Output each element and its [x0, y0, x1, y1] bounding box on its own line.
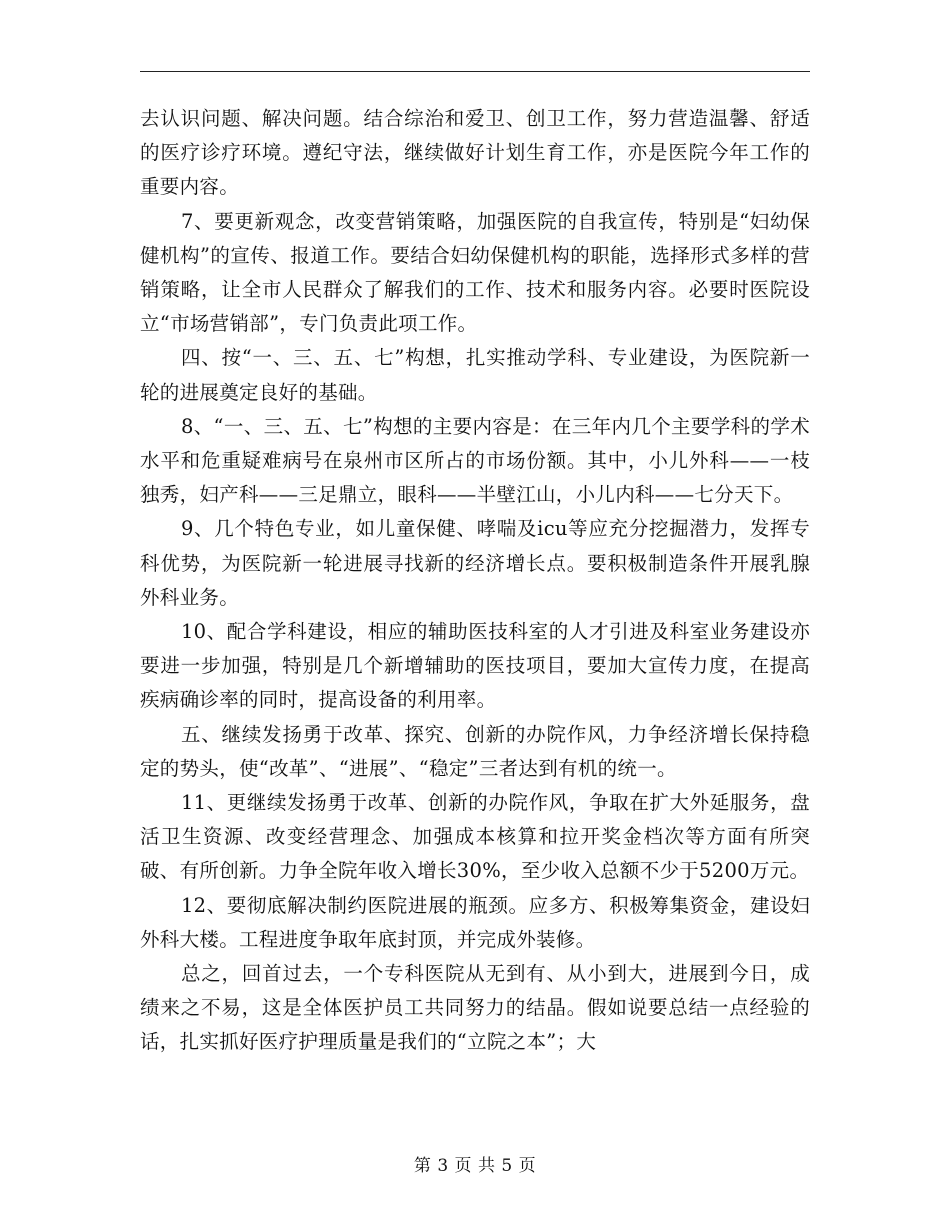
section-heading-4: 四、按“一、三、五、七”构想，扎实推动学科、专业建设，为医院新一轮的进展奠定良好的基础。 — [140, 346, 810, 404]
paragraph-item-7: 7、要更新观念，改变营销策略，加强医院的自我宣传，特别是“妇幼保健机构”的宣传、报道工作。要结合妇幼保健机构的职能，选择形式多样的营销策略，让全市人民群众了解我们的工作、技术和服务内容。必要时医院设立“市场营销部”，专门负责此项工作。 — [140, 209, 810, 336]
document-body — [140, 102, 810, 1060]
page-number-footer: 第 3 页 共 5 页 — [413, 1156, 537, 1176]
section-heading-5: 五、继续发扬勇于改革、探究、创新的办院作风，力争经济增长保持稳定的势头，使“改革”、“进展”、“稳定”三者达到有机的统一。 — [140, 722, 810, 780]
paragraph-item-10: 10、配合学科建设，相应的辅助医技科室的人才引进及科室业务建设亦要进一步加强，特别是几个新增辅助的医技项目，要加大宣传力度，在提高疾病确诊率的同时，提高设备的利用率。 — [140, 620, 810, 712]
paragraph-summary: 总之，回首过去，一个专科医院从无到有、从小到大，进展到今日，成绩来之不易，这是全体医护员工共同努力的结晶。假如说要总结一点经验的话，扎实抓好医疗护理质量是我们的“立院之本”；大 — [140, 962, 810, 1054]
paragraph-item-11: 11、更继续发扬勇于改革、创新的办院作风，争取在扩大外延服务，盘活卫生资源、改变经营理念、加强成本核算和拉开奖金档次等方面有所突破、有所创新。力争全院年收入增长30%，至少收入总额不少于5200万元。 — [140, 791, 810, 883]
paragraph-item-12: 12、要彻底解决制约医院进展的瓶颈。应多方、积极筹集资金，建设妇外科大楼。工程进度争取年底封顶，并完成外装修。 — [140, 893, 810, 951]
header-rule — [140, 71, 810, 72]
paragraph-item-8: 8、“一、三、五、七”构想的主要内容是：在三年内几个主要学科的学术水平和危重疑难病号在泉州市区所占的市场份额。其中，小儿外科——一枝独秀，妇产科——三足鼎立，眼科——半壁江山，小儿内科——七分天下。 — [140, 414, 810, 507]
paragraph-item-9: 9、几个特色专业，如儿童保健、哮喘及icu等应充分挖掘潜力，发挥专科优势，为医院新一轮进展寻找新的经济增长点。要积极制造条件开展乳腺外科业务。 — [140, 517, 810, 609]
paragraph-continuation: 去认识问题、解决问题。结合综治和爱卫、创卫工作，努力营造温馨、舒适的医疗诊疗环境。遵纪守法，继续做好计划生育工作，亦是医院今年工作的重要内容。 — [140, 107, 810, 199]
